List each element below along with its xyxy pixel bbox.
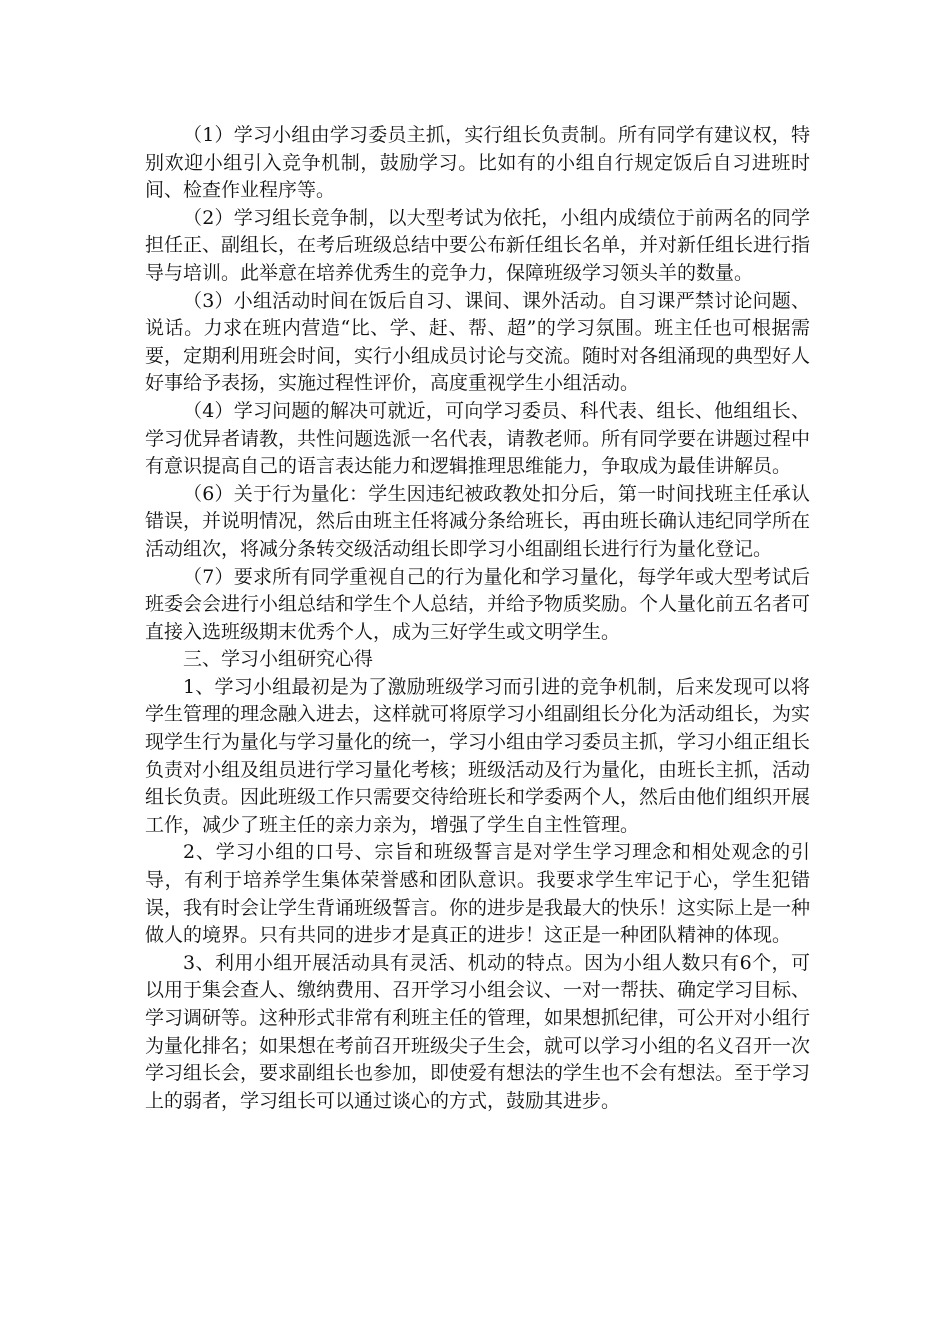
paragraph-insight-2: 2、学习小组的口号、宗旨和班级誓言是对学生学习理念和相处观念的引导，有利于培养学生集体荣誉感和团队意识。我要求学生牢记于心，学生犯错误，我有时会让学生背诵班级誓言。你的进步是我最大的快乐！这实际上是一种做人的境界。只有共同的进步才是真正的进步！这正是一种团队精神的体现。: [145, 841, 811, 947]
paragraph-insight-1: 1、学习小组最初是为了激励班级学习而引进的竞争机制，后来发现可以将学生管理的理念融入进去，这样就可将原学习小组副组长分化为活动组长，为实现学生行为量化与学习量化的统一，学习小组由学习委员主抓，学习小组正组长负责对小组及组员进行学习量化考核；班级活动及行为量化，由班长主抓，活动组长负责。因此班级工作只需要交待给班长和学委两个人，然后由他们组织开展工作，减少了班主任的亲力亲为，增强了学生自主性管理。: [145, 675, 811, 836]
paragraph-study-group-leadership: （1）学习小组由学习委员主抓，实行组长负责制。所有同学有建议权，特别欢迎小组引入竞争机制，鼓励学习。比如有的小组自行规定饭后自习进班时间、检查作业程序等。: [145, 124, 810, 202]
document-body: [145, 122, 810, 1115]
paragraph-quantification-rewards: （7）要求所有同学重视自己的行为量化和学习量化，每学年或大型考试后班委会会进行小组总结和学生个人总结，并给予物质奖励。个人量化前五名者可直接入选班级期末优秀个人，成为三好学生或文明学生。: [145, 565, 811, 643]
section-heading-research-insights: 三、学习小组研究心得: [183, 648, 374, 671]
paragraph-leader-competition: （2）学习组长竞争制，以大型考试为依托，小组内成绩位于前两名的同学担任正、副组长，在考后班级总结中要公布新任组长名单，并对新任组长进行指导与培训。此举意在培养优秀生的竞争力，保障班级学习领头羊的数量。: [145, 206, 811, 284]
paragraph-behavior-quantification: （6）关于行为量化：学生因违纪被政教处扣分后，第一时间找班主任承认错误，并说明情况，然后由班主任将减分条给班长，再由班长确认违纪同学所在活动组次，将减分条转交级活动组长即学习小组副组长进行行为量化登记。: [145, 482, 811, 560]
paragraph-insight-3: 3、利用小组开展活动具有灵活、机动的特点。因为小组人数只有6个，可以用于集会查人、缴纳费用、召开学习小组会议、一对一帮扶、确定学习目标、学习调研等。这种形式非常有利班主任的管理，如果想抓纪律，可公开对小组行为量化排名；如果想在考前召开班级尖子生会，就可以学习小组的名义召开一次学习组长会，要求副组长也参加，即使爱有想法的学生也不会有想法。至于学习上的弱者，学习组长可以通过谈心的方式，鼓励其进步。: [145, 951, 811, 1112]
paragraph-problem-solving: （4）学习问题的解决可就近，可向学习委员、科代表、组长、他组组长、学习优异者请教，共性问题选派一名代表，请教老师。所有同学要在讲题过程中有意识提高自己的语言表达能力和逻辑推理思维能力，争取成为最佳讲解员。: [145, 399, 811, 478]
paragraph-activity-time: （3）小组活动时间在饭后自习、课间、课外活动。自习课严禁讨论问题、说话。力求在班内营造“比、学、赶、帮、超”的学习氛围。班主任也可根据需要，定期利用班会时间，实行小组成员讨论与交流。随时对各组涌现的典型好人好事给予表扬，实施过程性评价，高度重视学生小组活动。: [145, 289, 811, 395]
